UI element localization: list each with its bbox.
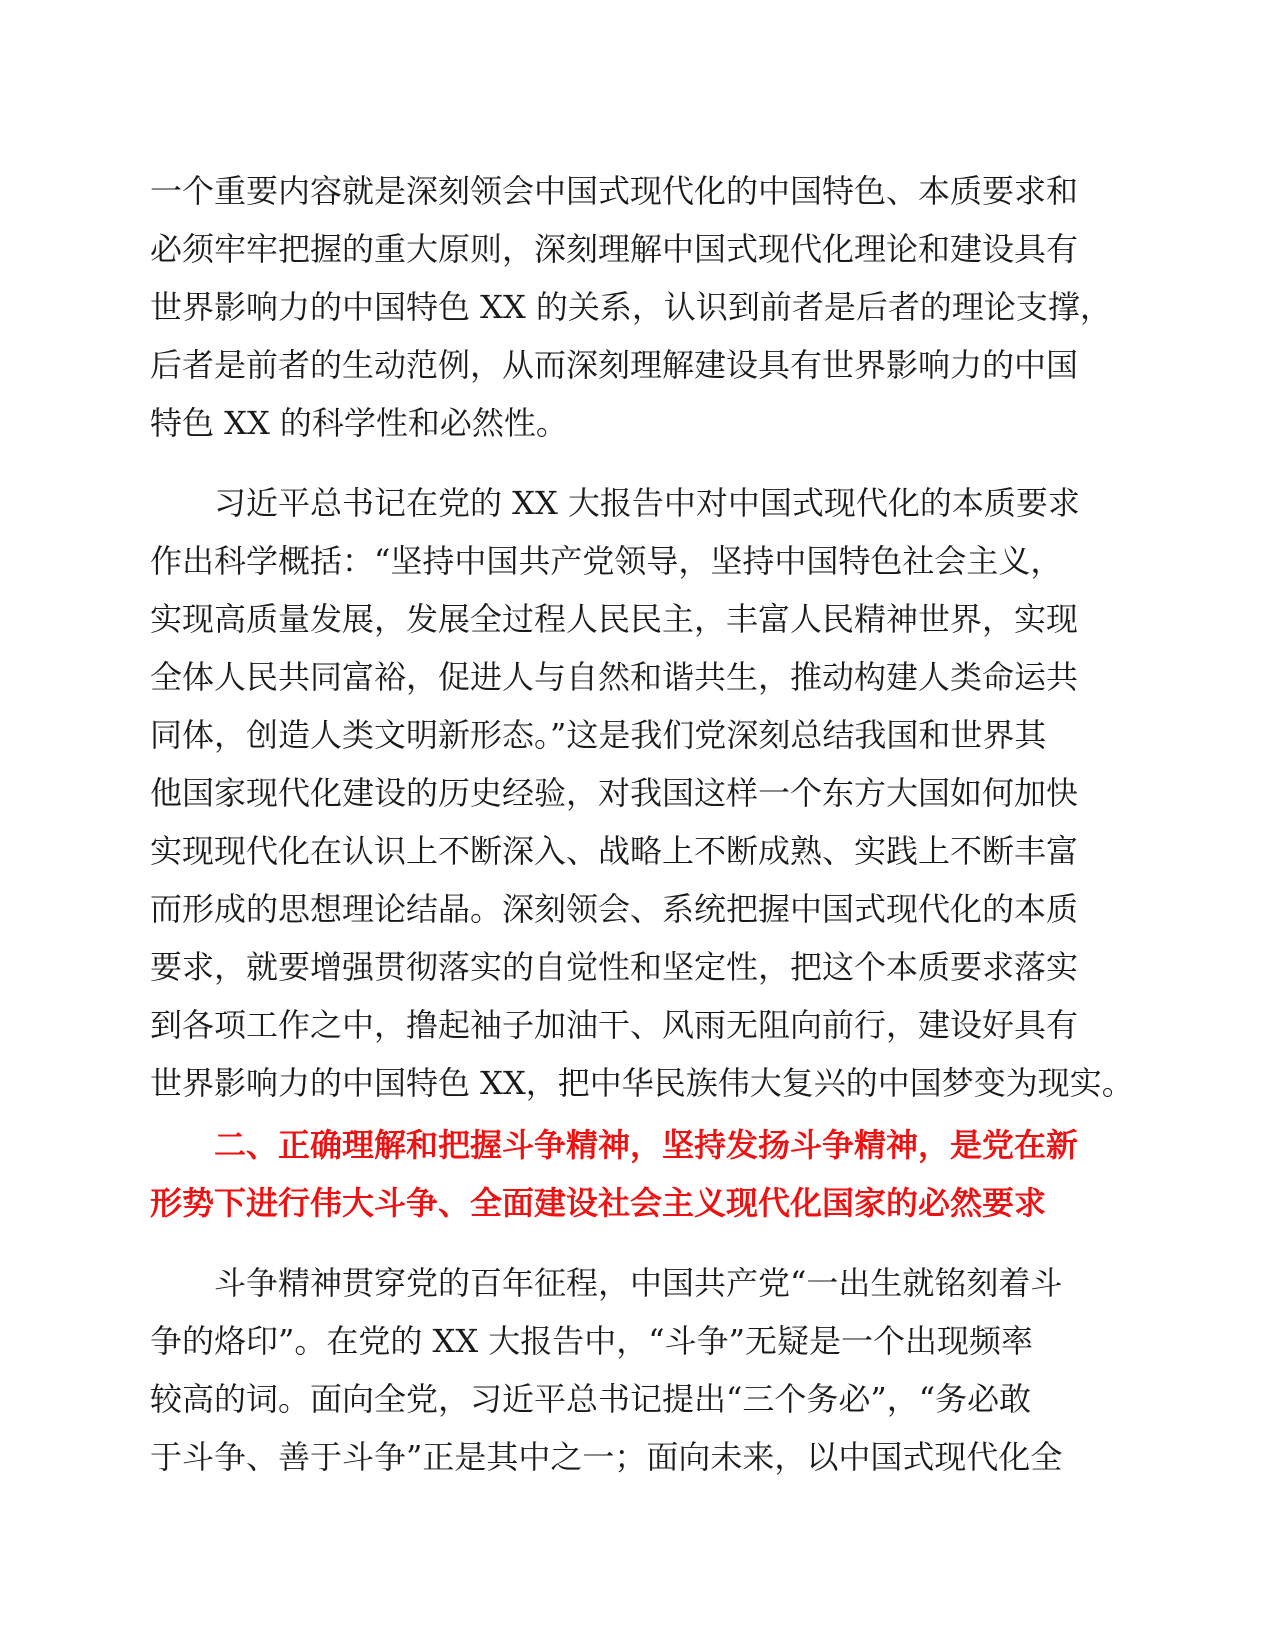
- paragraph-continuation: [150, 162, 1130, 452]
- paragraph-struggle-spirit: [150, 1254, 1130, 1486]
- paragraph-line: 必须牢牢把握的重大原则，深刻理解中国式现代化理论和建设具有: [150, 230, 1079, 268]
- paragraph-line: 他国家现代化建设的历史经验，对我国这样一个东方大国如何加快: [150, 774, 1079, 812]
- paragraph-line: 同体，创造人类文明新形态。”这是我们党深刻总结我国和世界其: [150, 716, 1047, 754]
- paragraph-line: 一个重要内容就是深刻领会中国式现代化的中国特色、本质要求和: [150, 172, 1079, 210]
- paragraph-line: 全体人民共同富裕，促进人与自然和谐共生，推动构建人类命运共: [150, 658, 1079, 696]
- paragraph-line: 争的烙印”。在党的 XX 大报告中，“斗争”无疑是一个出现频率: [150, 1322, 1033, 1360]
- paragraph-line: 特色 XX 的科学性和必然性。: [150, 404, 568, 442]
- paragraph-line: 于斗争、善于斗争”正是其中之一；面向未来，以中国式现代化全: [150, 1438, 1063, 1476]
- paragraph-line: 到各项工作之中，撸起袖子加油干、风雨无阻向前行，建设好具有: [150, 1006, 1079, 1044]
- paragraph-line: 作出科学概括：“坚持中国共产党领导，坚持中国特色社会主义，: [150, 542, 1063, 580]
- paragraph-line: 要求，就要增强贯彻落实的自觉性和坚定性，把这个本质要求落实: [150, 948, 1079, 986]
- paragraph-line: 较高的词。面向全党，习近平总书记提出“三个务必”，“务必敢: [150, 1380, 1032, 1418]
- paragraph-line: 后者是前者的生动范例，从而深刻理解建设具有世界影响力的中国: [150, 346, 1079, 384]
- paragraph-essential-requirements: [150, 474, 1134, 1112]
- paragraph-line: 实现现代化在认识上不断深入、战略上不断成熟、实践上不断丰富: [150, 832, 1079, 870]
- paragraph-line: 世界影响力的中国特色 XX，把中华民族伟大复兴的中国梦变为现实。: [150, 1064, 1134, 1102]
- paragraph-line: 世界影响力的中国特色 XX 的关系，认识到前者是后者的理论支撑，: [150, 288, 1112, 326]
- paragraph-line: 而形成的思想理论结晶。深刻领会、系统把握中国式现代化的本质: [150, 890, 1079, 928]
- paragraph-line: 实现高质量发展，发展全过程人民民主，丰富人民精神世界，实现: [150, 600, 1079, 638]
- section-heading: [150, 1116, 1130, 1232]
- heading-line: 形势下进行伟大斗争、全面建设社会主义现代化国家的必然要求: [150, 1184, 1047, 1222]
- heading-line: 二、正确理解和把握斗争精神，坚持发扬斗争精神，是党在新: [214, 1126, 1079, 1164]
- paragraph-line: 斗争精神贯穿党的百年征程，中国共产党“一出生就铭刻着斗: [214, 1264, 1063, 1302]
- paragraph-line: 习近平总书记在党的 XX 大报告中对中国式现代化的本质要求: [214, 484, 1080, 522]
